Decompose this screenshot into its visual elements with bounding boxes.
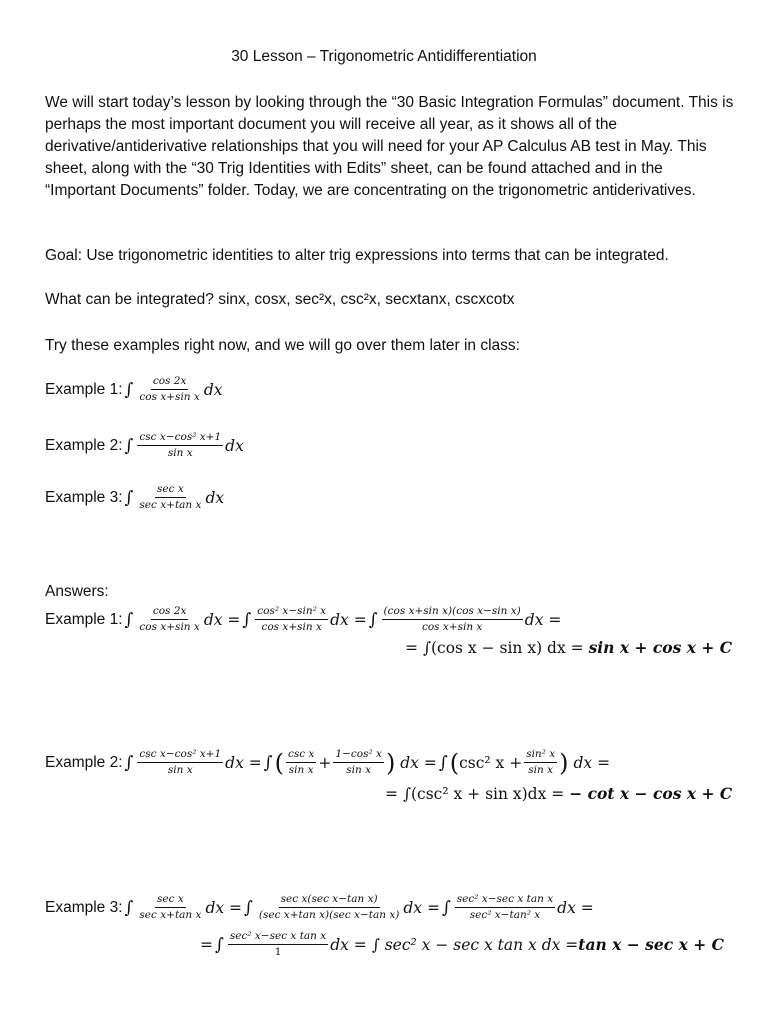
equals-sign: = <box>200 935 213 954</box>
integral-sign: ∫ <box>244 897 253 918</box>
answer-3-step: dx = ∫ sec² x − sec x tan x dx = <box>330 935 579 954</box>
answer-2-line-1 <box>45 748 610 777</box>
fraction-denominator: sin x <box>346 764 372 776</box>
fraction-numerator: sin² x <box>524 748 557 763</box>
goal-text: Goal: Use trigonometric identities to alter trig expressions into terms that can be integrated. <box>45 247 669 264</box>
answer-1-step: = ∫(cos x − sin x) dx = <box>405 639 589 657</box>
equals-dx: dx = <box>557 898 594 917</box>
example-1-label: Example 1: <box>45 380 123 398</box>
example-2-denominator: sin x <box>167 447 193 459</box>
equals-dx: dx = <box>524 610 562 629</box>
example-1-denominator: cos x+sin x <box>139 391 200 403</box>
dx: dx <box>203 380 223 399</box>
answer-2-line-2 <box>385 784 732 803</box>
answer-2-fraction-1 <box>137 748 223 777</box>
fraction-denominator: sec² x−tan² x <box>469 909 541 921</box>
answer-1-line-2 <box>405 638 732 657</box>
dx: dx <box>205 488 225 507</box>
fraction-denominator: sin x <box>288 764 314 776</box>
answer-3-line-1 <box>45 893 594 922</box>
intro-paragraph: We will start today’s lesson by looking through the “30 Basic Integration Formulas” document. This is perhaps the most important document you will receive all year, as it shows all of the derivative/antiderivative relationships that you will need for your AP Calculus AB test in May. This sheet, along with the “30 Trig Identities with Edits” sheet, can be found attached and in the “Important Documents” folder. Today, we are concentrating on the trigonometric antiderivatives. <box>45 94 734 199</box>
equals-dx: dx = <box>395 753 437 772</box>
answers-heading: Answers: <box>45 583 109 600</box>
example-1-fraction <box>137 375 201 404</box>
right-paren: ) <box>385 748 396 777</box>
answer-3-result: tan x − sec x + C <box>578 935 724 954</box>
example-3-fraction <box>137 483 203 512</box>
example-3-numerator: sec x <box>155 483 186 498</box>
answer-2-step: = ∫(csc² x + sin x)dx = <box>385 785 570 803</box>
fraction-denominator: cos x+sin x <box>421 621 483 633</box>
example-1-numerator: cos 2x <box>151 375 189 390</box>
answer-1-fraction-2 <box>255 605 328 634</box>
fraction-numerator: cos 2x <box>151 605 189 620</box>
fraction-numerator: csc x−cos² x+1 <box>137 748 223 763</box>
answer-1-result: sin x + cos x + C <box>588 638 733 657</box>
fraction-denominator: sin x <box>167 764 193 776</box>
example-3-denominator: sec x+tan x <box>139 499 202 511</box>
answer-2-fraction-4 <box>524 748 557 777</box>
example-2-label: Example 2: <box>45 436 123 454</box>
fraction-denominator: cos x+sin x <box>139 621 200 633</box>
fraction-denominator: cos x+sin x <box>261 621 322 633</box>
integral-sign: ∫ <box>242 609 252 630</box>
answer-1-fraction-1 <box>137 605 201 634</box>
example-3 <box>45 483 224 512</box>
equals-dx: dx = <box>568 753 611 772</box>
integral-sign: ∫ <box>124 609 134 630</box>
integral-sign: ∫ <box>368 609 378 630</box>
answer-3-fraction-1 <box>137 893 203 922</box>
example-2-fraction <box>137 431 223 460</box>
equals-dx: dx = <box>330 610 367 629</box>
integral-sign: ∫ <box>441 897 451 918</box>
fraction-numerator: sec² x−sec x tan x <box>228 930 328 945</box>
try-instruction: Try these examples right now, and we will go over them later in class: <box>45 337 520 354</box>
example-2 <box>45 431 244 460</box>
csc-squared-term: csc² x + <box>459 753 523 772</box>
integral-sign: ∫ <box>263 752 273 773</box>
equals-dx: dx = <box>403 898 440 917</box>
fraction-numerator: (cos x+sin x)(cos x−sin x) <box>382 605 523 620</box>
fraction-numerator: sec x <box>155 893 186 908</box>
answer-3-line-2 <box>200 930 724 959</box>
answer-1-label: Example 1: <box>45 610 123 628</box>
equals-dx: dx = <box>225 753 262 772</box>
example-1 <box>45 375 223 404</box>
right-paren: ) <box>559 748 569 777</box>
answer-2-result: − cot x − cos x + C <box>569 784 733 803</box>
integrable-question: What can be integrated? sinx, cosx, sec²x, csc²x, secxtanx, cscxcotx <box>45 291 515 308</box>
answer-3-fraction-4 <box>228 930 328 959</box>
page-title: 30 Lesson – Trigonometric Antidifferentiation <box>231 48 537 65</box>
answer-2-fraction-3 <box>333 748 384 777</box>
answer-3-label: Example 3: <box>45 898 123 916</box>
fraction-numerator: csc x <box>286 748 316 763</box>
left-paren: ( <box>274 748 284 777</box>
fraction-denominator: (sec x+tan x)(sec x−tan x) <box>258 909 400 921</box>
example-3-label: Example 3: <box>45 488 123 506</box>
fraction-numerator: sec² x−sec x tan x <box>455 893 555 908</box>
dx: dx <box>225 436 244 455</box>
fraction-denominator: sec x+tan x <box>139 909 202 921</box>
integral-sign: ∫ <box>124 897 134 918</box>
fraction-numerator: sec x(sec x−tan x) <box>279 893 380 908</box>
plus-sign: + <box>318 753 332 772</box>
equals-dx: dx = <box>203 610 241 629</box>
answer-3-fraction-2 <box>257 893 401 922</box>
answer-2-fraction-2 <box>286 748 316 777</box>
answer-3-fraction-3 <box>455 893 555 922</box>
integral-sign: ∫ <box>124 379 134 400</box>
integral-sign: ∫ <box>124 435 134 456</box>
integral-sign: ∫ <box>215 934 224 955</box>
answer-1-line-1 <box>45 605 561 634</box>
integral-sign: ∫ <box>124 752 134 773</box>
fraction-denominator: sin x <box>528 764 554 776</box>
fraction-numerator: cos² x−sin² x <box>255 605 328 620</box>
equals-dx: dx = <box>205 898 243 917</box>
fraction-numerator: 1−cos² x <box>333 748 384 763</box>
integral-sign: ∫ <box>438 752 448 773</box>
answer-2-label: Example 2: <box>45 753 123 771</box>
left-paren: ( <box>449 748 460 777</box>
fraction-denominator: 1 <box>274 946 282 958</box>
answer-1-fraction-3 <box>382 605 523 634</box>
integral-sign: ∫ <box>124 487 134 508</box>
example-2-numerator: csc x−cos² x+1 <box>137 431 223 446</box>
